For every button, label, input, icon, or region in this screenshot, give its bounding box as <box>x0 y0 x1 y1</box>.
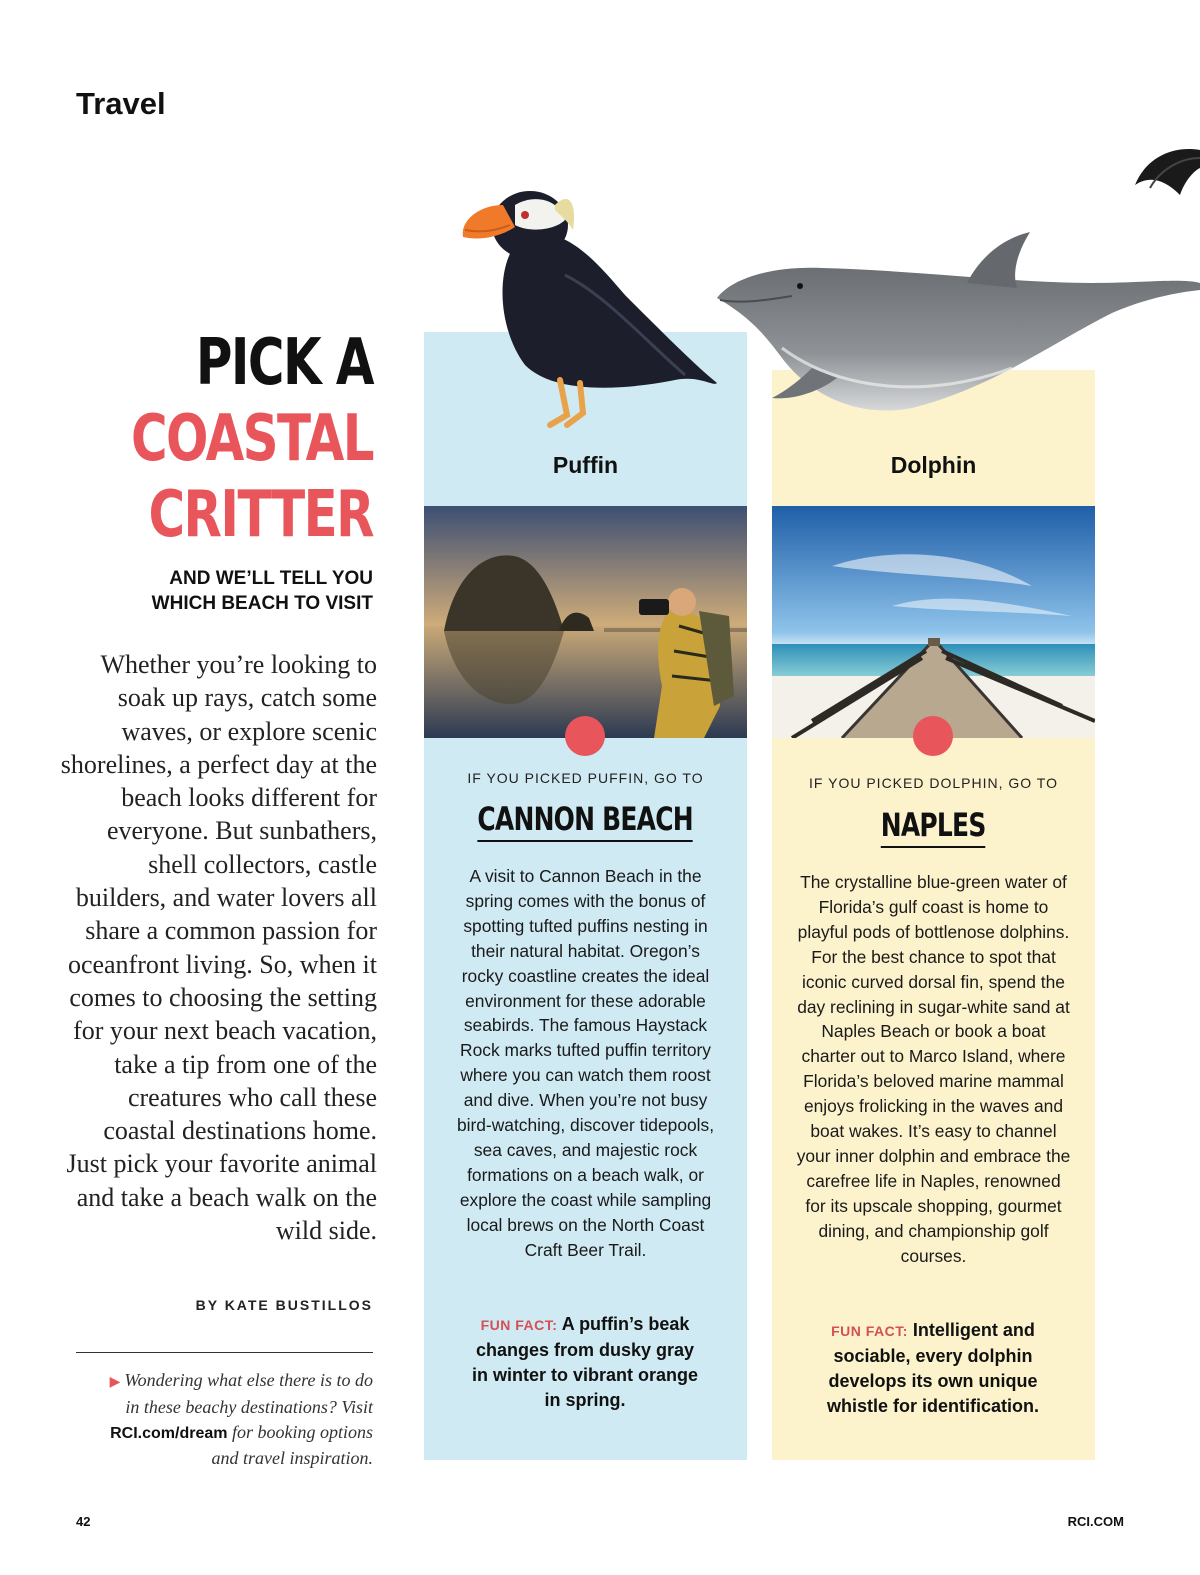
animal-tail-illustration <box>1130 140 1200 220</box>
puffin-illustration <box>455 175 725 435</box>
dolphin-fun-fact <box>818 1318 1048 1419</box>
subhead-line2: WHICH BEACH TO VISIT <box>151 593 373 614</box>
headline <box>60 325 373 553</box>
photo-naples-pier <box>772 506 1095 738</box>
goto-label-puffin: IF YOU PICKED PUFFIN, GO TO <box>467 770 704 786</box>
fun-fact-text-dolphin: Intelligent and sociable, every dolphin develops its own unique whistle for identification. <box>826 1320 1039 1416</box>
photo-cannon-beach <box>424 506 747 738</box>
intro-paragraph: Whether you’re looking to soak up rays, catch some waves, or explore scenic shorelines, a perfect day at the beach looks different for everyone. But sunbathers, shell collectors, castle builders, and water lovers all share a common passion for oceanfront living. So, when it comes to choosing the setting for your next beach vacation, take a tip from one of the creatures who call these coastal destinations home. Just pick your favorite animal and take a beach walk on the wild side. <box>60 650 377 1246</box>
accent-dot-dolphin <box>913 716 953 756</box>
divider <box>76 1352 373 1353</box>
destination-cannon-beach <box>424 800 747 842</box>
section-label: Travel <box>76 86 166 121</box>
note-text-after: for booking options and travel inspiration. <box>211 1422 373 1468</box>
dolphin-illustration <box>712 228 1200 428</box>
byline: BY KATE BUSTILLOS <box>195 1297 373 1313</box>
fun-fact-tag-dolphin: FUN FACT: <box>831 1323 908 1339</box>
destination-naples-text: NAPLES <box>881 806 986 848</box>
puffin-body-text: A visit to Cannon Beach in the spring comes with the bonus of spotting tufted puffins nesting in their natural habitat. Oregon’s rocky coastline creates the ideal environment for these adorable seabirds. The famous Haystack Rock marks tufted puffin territory where you can watch them roost and dive. When you’re not busy bird-watching, discover tidepools, sea caves, and majestic rock formations on a beach walk, or explore the coast while sampling local brews on the North Coast Craft Beer Trail. <box>456 866 715 1260</box>
sidebar-note <box>100 1368 373 1471</box>
puffin-fun-fact <box>470 1312 700 1413</box>
destination-cannon-beach-text: CANNON BEACH <box>478 800 693 842</box>
subhead <box>60 566 373 616</box>
headline-line3: CRITTER <box>148 478 373 552</box>
dolphin-body-text: The crystalline blue-green water of Florida’s gulf coast is home to playful pods of bottlenose dolphins. For the best chance to spot that iconic curved dorsal fin, spend the day reclining in sugar-white sand at Naples Beach or book a boat charter out to Marco Island, where Florida’s beloved marine mammal enjoys frolicking in the waves and boat wakes. It’s easy to channel your inner dolphin and embrace the carefree life in Naples, renowned for its upscale shopping, gourmet dining, and championship golf courses. <box>796 872 1071 1266</box>
subhead-line1: AND WE’LL TELL YOU <box>169 568 373 589</box>
fun-fact-tag-puffin: FUN FACT: <box>480 1317 558 1333</box>
accent-dot-puffin <box>565 716 605 756</box>
fun-fact-text-puffin: A puffin’s beak changes from dusky gray in winter to vibrant orange in spring. <box>471 1314 699 1410</box>
note-text-before: Wondering what else there is to do in these beachy destinations? Visit <box>124 1370 373 1417</box>
headline-line1: PICK A <box>195 326 373 400</box>
page-number: 42 <box>76 1514 91 1529</box>
rci-dream-link[interactable]: RCI.com/dream <box>110 1425 228 1442</box>
destination-naples <box>772 806 1095 848</box>
animal-name-dolphin: Dolphin <box>890 452 977 478</box>
goto-label-dolphin: IF YOU PICKED DOLPHIN, GO TO <box>809 775 1058 791</box>
animal-name-puffin: Puffin <box>552 452 619 478</box>
headline-line2: COASTAL <box>130 402 373 476</box>
cannon-beach-photo-illustration <box>424 506 747 738</box>
footer-site: RCI.COM <box>1067 1514 1124 1529</box>
naples-pier-photo-illustration <box>772 506 1095 738</box>
triangle-arrow-icon: ▶ <box>109 1375 121 1390</box>
